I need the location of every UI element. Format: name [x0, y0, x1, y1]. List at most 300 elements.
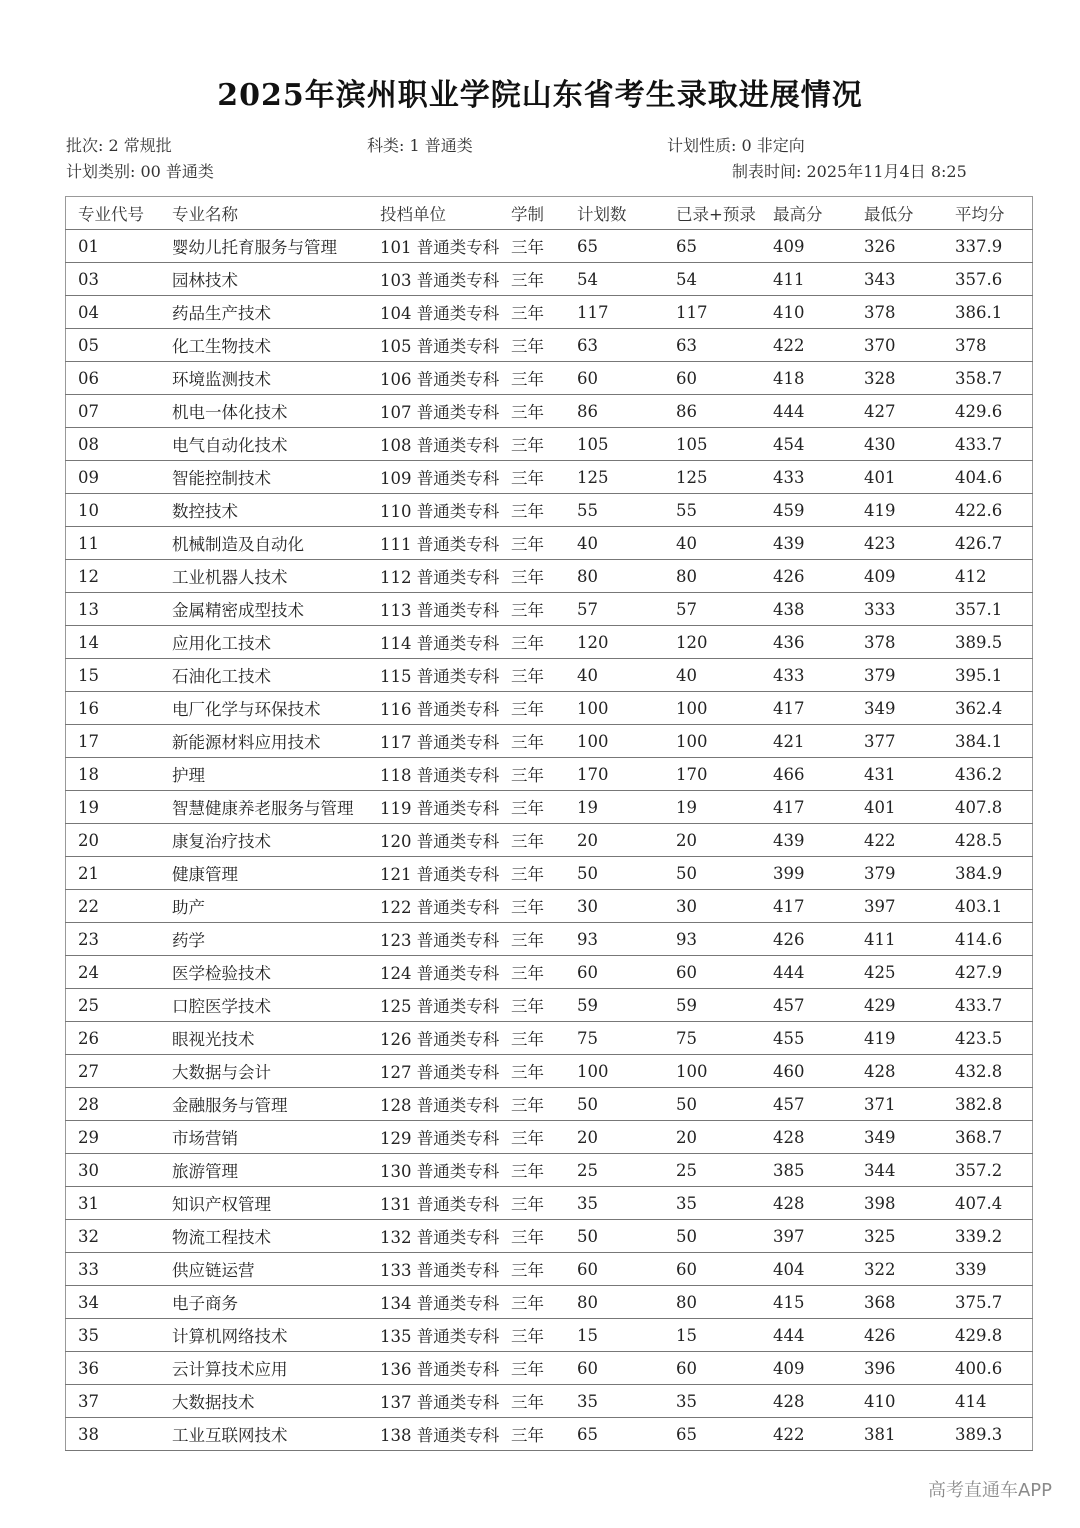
cell-min-score: 322: [864, 1253, 955, 1286]
table-row: [66, 989, 1033, 1022]
header-major-code: 专业代号: [66, 197, 173, 230]
cell-min-score: 422: [864, 824, 955, 857]
cell-min-score: 423: [864, 527, 955, 560]
cell-plan-count: 50: [577, 1220, 676, 1253]
cell-admitted: 100: [676, 692, 773, 725]
cell-major-code: 23: [66, 923, 173, 956]
cell-unit: 135 普通类专科: [380, 1319, 511, 1352]
cell-avg-score: 433.7: [955, 989, 1033, 1022]
cell-plan-count: 35: [577, 1385, 676, 1418]
cell-duration: 三年: [511, 1187, 577, 1220]
header-admitted: 已录+预录: [676, 197, 773, 230]
cell-major-name: 金融服务与管理: [172, 1088, 380, 1121]
cell-max-score: 385: [773, 1154, 864, 1187]
cell-major-name: 市场营销: [172, 1121, 380, 1154]
admission-table: [65, 196, 1033, 1451]
cell-max-score: 439: [773, 824, 864, 857]
cell-duration: 三年: [511, 626, 577, 659]
cell-plan-count: 57: [577, 593, 676, 626]
cell-max-score: 426: [773, 560, 864, 593]
table-row: [66, 296, 1033, 329]
cell-duration: 三年: [511, 923, 577, 956]
cell-duration: 三年: [511, 1352, 577, 1385]
cell-major-name: 计算机网络技术: [172, 1319, 380, 1352]
cell-admitted: 25: [676, 1154, 773, 1187]
cell-major-code: 34: [66, 1286, 173, 1319]
cell-min-score: 429: [864, 989, 955, 1022]
cell-avg-score: 368.7: [955, 1121, 1033, 1154]
cell-duration: 三年: [511, 560, 577, 593]
cell-plan-count: 63: [577, 329, 676, 362]
cell-max-score: 418: [773, 362, 864, 395]
cell-min-score: 325: [864, 1220, 955, 1253]
cell-avg-score: 375.7: [955, 1286, 1033, 1319]
cell-admitted: 170: [676, 758, 773, 791]
cell-duration: 三年: [511, 1121, 577, 1154]
header-max-score: 最高分: [773, 197, 864, 230]
table-row: [66, 692, 1033, 725]
cell-major-name: 机电一体化技术: [172, 395, 380, 428]
cell-admitted: 19: [676, 791, 773, 824]
header-duration: 学制: [511, 197, 577, 230]
cell-major-name: 石油化工技术: [172, 659, 380, 692]
cell-plan-count: 20: [577, 1121, 676, 1154]
table-row: [66, 263, 1033, 296]
cell-avg-score: 414.6: [955, 923, 1033, 956]
cell-major-name: 数控技术: [172, 494, 380, 527]
cell-major-name: 应用化工技术: [172, 626, 380, 659]
cell-avg-score: 384.1: [955, 725, 1033, 758]
cell-unit: 138 普通类专科: [380, 1418, 511, 1451]
table-header-row: [66, 197, 1033, 230]
cell-duration: 三年: [511, 296, 577, 329]
cell-admitted: 80: [676, 560, 773, 593]
cell-major-name: 机械制造及自动化: [172, 527, 380, 560]
cell-avg-score: 433.7: [955, 428, 1033, 461]
cell-major-code: 01: [66, 230, 173, 263]
table-row: [66, 1418, 1033, 1451]
cell-duration: 三年: [511, 593, 577, 626]
cell-major-name: 供应链运营: [172, 1253, 380, 1286]
cell-admitted: 100: [676, 1055, 773, 1088]
cell-unit: 116 普通类专科: [380, 692, 511, 725]
cell-admitted: 105: [676, 428, 773, 461]
cell-major-code: 37: [66, 1385, 173, 1418]
cell-max-score: 428: [773, 1385, 864, 1418]
cell-avg-score: 423.5: [955, 1022, 1033, 1055]
cell-plan-count: 100: [577, 725, 676, 758]
table-row: [66, 923, 1033, 956]
cell-min-score: 397: [864, 890, 955, 923]
table-row: [66, 230, 1033, 263]
cell-min-score: 326: [864, 230, 955, 263]
cell-unit: 112 普通类专科: [380, 560, 511, 593]
cell-duration: 三年: [511, 857, 577, 890]
cell-unit: 126 普通类专科: [380, 1022, 511, 1055]
cell-plan-count: 20: [577, 824, 676, 857]
cell-major-code: 19: [66, 791, 173, 824]
cell-major-name: 云计算技术应用: [172, 1352, 380, 1385]
cell-min-score: 378: [864, 626, 955, 659]
cell-avg-score: 358.7: [955, 362, 1033, 395]
cell-max-score: 428: [773, 1121, 864, 1154]
cell-max-score: 417: [773, 791, 864, 824]
table-row: [66, 527, 1033, 560]
cell-major-code: 12: [66, 560, 173, 593]
cell-major-code: 35: [66, 1319, 173, 1352]
cell-duration: 三年: [511, 1319, 577, 1352]
cell-unit: 121 普通类专科: [380, 857, 511, 890]
cell-admitted: 20: [676, 1121, 773, 1154]
cell-major-code: 08: [66, 428, 173, 461]
cell-major-code: 11: [66, 527, 173, 560]
cell-duration: 三年: [511, 1088, 577, 1121]
cell-plan-count: 25: [577, 1154, 676, 1187]
batch-info: 批次: 2 常规批: [66, 136, 172, 155]
cell-max-score: 457: [773, 989, 864, 1022]
cell-avg-score: 384.9: [955, 857, 1033, 890]
cell-admitted: 40: [676, 659, 773, 692]
cell-min-score: 333: [864, 593, 955, 626]
cell-admitted: 60: [676, 362, 773, 395]
cell-duration: 三年: [511, 1022, 577, 1055]
cell-plan-count: 15: [577, 1319, 676, 1352]
cell-major-code: 17: [66, 725, 173, 758]
cell-avg-score: 362.4: [955, 692, 1033, 725]
cell-major-name: 护理: [172, 758, 380, 791]
cell-plan-count: 50: [577, 857, 676, 890]
cell-min-score: 379: [864, 659, 955, 692]
cell-unit: 111 普通类专科: [380, 527, 511, 560]
cell-unit: 127 普通类专科: [380, 1055, 511, 1088]
cell-plan-count: 65: [577, 1418, 676, 1451]
cell-duration: 三年: [511, 1055, 577, 1088]
table-row: [66, 725, 1033, 758]
cell-max-score: 422: [773, 1418, 864, 1451]
cell-avg-score: 427.9: [955, 956, 1033, 989]
cell-duration: 三年: [511, 1154, 577, 1187]
cell-min-score: 427: [864, 395, 955, 428]
cell-admitted: 50: [676, 857, 773, 890]
cell-unit: 119 普通类专科: [380, 791, 511, 824]
cell-unit: 122 普通类专科: [380, 890, 511, 923]
cell-admitted: 60: [676, 1352, 773, 1385]
cell-min-score: 425: [864, 956, 955, 989]
cell-unit: 105 普通类专科: [380, 329, 511, 362]
table-row: [66, 329, 1033, 362]
cell-avg-score: 407.8: [955, 791, 1033, 824]
table-row: [66, 1220, 1033, 1253]
cell-duration: 三年: [511, 230, 577, 263]
table-row: [66, 494, 1033, 527]
cell-min-score: 398: [864, 1187, 955, 1220]
cell-admitted: 63: [676, 329, 773, 362]
cell-avg-score: 412: [955, 560, 1033, 593]
cell-plan-count: 55: [577, 494, 676, 527]
cell-avg-score: 395.1: [955, 659, 1033, 692]
header-major-name: 专业名称: [172, 197, 380, 230]
header-min-score: 最低分: [864, 197, 955, 230]
cell-plan-count: 60: [577, 1352, 676, 1385]
table-row: [66, 1286, 1033, 1319]
cell-major-name: 康复治疗技术: [172, 824, 380, 857]
cell-major-name: 工业互联网技术: [172, 1418, 380, 1451]
cell-max-score: 444: [773, 1319, 864, 1352]
cell-major-code: 32: [66, 1220, 173, 1253]
cell-major-code: 10: [66, 494, 173, 527]
cell-avg-score: 414: [955, 1385, 1033, 1418]
cell-major-name: 园林技术: [172, 263, 380, 296]
cell-max-score: 460: [773, 1055, 864, 1088]
cell-plan-count: 105: [577, 428, 676, 461]
table-row: [66, 1187, 1033, 1220]
cell-major-code: 04: [66, 296, 173, 329]
table-row: [66, 461, 1033, 494]
cell-max-score: 417: [773, 692, 864, 725]
cell-min-score: 343: [864, 263, 955, 296]
cell-admitted: 93: [676, 923, 773, 956]
cell-unit: 106 普通类专科: [380, 362, 511, 395]
cell-major-code: 29: [66, 1121, 173, 1154]
cell-admitted: 60: [676, 956, 773, 989]
cell-max-score: 417: [773, 890, 864, 923]
cell-max-score: 428: [773, 1187, 864, 1220]
cell-plan-count: 19: [577, 791, 676, 824]
cell-plan-count: 60: [577, 956, 676, 989]
cell-unit: 130 普通类专科: [380, 1154, 511, 1187]
cell-max-score: 433: [773, 461, 864, 494]
cell-major-name: 助产: [172, 890, 380, 923]
header-plan-count: 计划数: [577, 197, 676, 230]
cell-major-name: 智能控制技术: [172, 461, 380, 494]
cell-min-score: 409: [864, 560, 955, 593]
cell-admitted: 100: [676, 725, 773, 758]
cell-max-score: 426: [773, 923, 864, 956]
cell-unit: 110 普通类专科: [380, 494, 511, 527]
cell-avg-score: 426.7: [955, 527, 1033, 560]
cell-plan-count: 35: [577, 1187, 676, 1220]
cell-admitted: 35: [676, 1385, 773, 1418]
cell-major-name: 药学: [172, 923, 380, 956]
cell-major-name: 眼视光技术: [172, 1022, 380, 1055]
cell-major-code: 21: [66, 857, 173, 890]
cell-admitted: 59: [676, 989, 773, 1022]
cell-max-score: 438: [773, 593, 864, 626]
cell-admitted: 65: [676, 1418, 773, 1451]
cell-admitted: 120: [676, 626, 773, 659]
cell-major-code: 03: [66, 263, 173, 296]
cell-max-score: 444: [773, 395, 864, 428]
cell-avg-score: 357.2: [955, 1154, 1033, 1187]
cell-major-code: 36: [66, 1352, 173, 1385]
cell-plan-count: 100: [577, 692, 676, 725]
cell-min-score: 344: [864, 1154, 955, 1187]
cell-unit: 123 普通类专科: [380, 923, 511, 956]
cell-min-score: 371: [864, 1088, 955, 1121]
table-row: [66, 1352, 1033, 1385]
cell-duration: 三年: [511, 395, 577, 428]
cell-max-score: 466: [773, 758, 864, 791]
cell-major-name: 智慧健康养老服务与管理: [172, 791, 380, 824]
cell-major-name: 电子商务: [172, 1286, 380, 1319]
cell-major-name: 新能源材料应用技术: [172, 725, 380, 758]
cell-major-name: 物流工程技术: [172, 1220, 380, 1253]
cell-admitted: 20: [676, 824, 773, 857]
plan-type-info: 计划类别: 00 普通类: [66, 162, 214, 181]
cell-unit: 129 普通类专科: [380, 1121, 511, 1154]
cell-duration: 三年: [511, 758, 577, 791]
cell-plan-count: 40: [577, 659, 676, 692]
cell-major-name: 大数据技术: [172, 1385, 380, 1418]
cell-unit: 113 普通类专科: [380, 593, 511, 626]
cell-major-code: 20: [66, 824, 173, 857]
cell-min-score: 378: [864, 296, 955, 329]
cell-unit: 134 普通类专科: [380, 1286, 511, 1319]
cell-avg-score: 429.8: [955, 1319, 1033, 1352]
cell-major-name: 金属精密成型技术: [172, 593, 380, 626]
cell-duration: 三年: [511, 725, 577, 758]
cell-min-score: 349: [864, 1121, 955, 1154]
cell-plan-count: 93: [577, 923, 676, 956]
cell-plan-count: 60: [577, 1253, 676, 1286]
table-row: [66, 362, 1033, 395]
cell-unit: 133 普通类专科: [380, 1253, 511, 1286]
cell-admitted: 50: [676, 1220, 773, 1253]
cell-major-name: 知识产权管理: [172, 1187, 380, 1220]
cell-avg-score: 337.9: [955, 230, 1033, 263]
cell-max-score: 415: [773, 1286, 864, 1319]
table-row: [66, 890, 1033, 923]
table-row: [66, 593, 1033, 626]
cell-avg-score: 407.4: [955, 1187, 1033, 1220]
cell-admitted: 80: [676, 1286, 773, 1319]
cell-avg-score: 357.1: [955, 593, 1033, 626]
cell-admitted: 30: [676, 890, 773, 923]
cell-min-score: 377: [864, 725, 955, 758]
cell-unit: 103 普通类专科: [380, 263, 511, 296]
cell-avg-score: 378: [955, 329, 1033, 362]
cell-major-name: 健康管理: [172, 857, 380, 890]
cell-major-name: 旅游管理: [172, 1154, 380, 1187]
cell-major-code: 05: [66, 329, 173, 362]
cell-unit: 107 普通类专科: [380, 395, 511, 428]
cell-admitted: 86: [676, 395, 773, 428]
cell-unit: 118 普通类专科: [380, 758, 511, 791]
cell-admitted: 65: [676, 230, 773, 263]
cell-major-code: 27: [66, 1055, 173, 1088]
cell-duration: 三年: [511, 329, 577, 362]
cell-avg-score: 432.8: [955, 1055, 1033, 1088]
cell-major-name: 环境监测技术: [172, 362, 380, 395]
table-row: [66, 1154, 1033, 1187]
table-time-info: 制表时间: 2025年11月4日 8:25: [732, 162, 967, 181]
cell-min-score: 368: [864, 1286, 955, 1319]
cell-admitted: 60: [676, 1253, 773, 1286]
cell-major-name: 药品生产技术: [172, 296, 380, 329]
cell-major-code: 30: [66, 1154, 173, 1187]
cell-unit: 124 普通类专科: [380, 956, 511, 989]
cell-avg-score: 400.6: [955, 1352, 1033, 1385]
cell-major-code: 09: [66, 461, 173, 494]
cell-min-score: 431: [864, 758, 955, 791]
cell-unit: 125 普通类专科: [380, 989, 511, 1022]
cell-major-code: 13: [66, 593, 173, 626]
cell-avg-score: 389.3: [955, 1418, 1033, 1451]
cell-unit: 114 普通类专科: [380, 626, 511, 659]
cell-avg-score: 389.5: [955, 626, 1033, 659]
cell-min-score: 410: [864, 1385, 955, 1418]
cell-max-score: 409: [773, 230, 864, 263]
cell-avg-score: 386.1: [955, 296, 1033, 329]
cell-unit: 109 普通类专科: [380, 461, 511, 494]
cell-avg-score: 357.6: [955, 263, 1033, 296]
cell-major-code: 07: [66, 395, 173, 428]
table-row: [66, 758, 1033, 791]
cell-major-name: 婴幼儿托育服务与管理: [172, 230, 380, 263]
cell-duration: 三年: [511, 1418, 577, 1451]
cell-plan-count: 125: [577, 461, 676, 494]
cell-major-name: 化工生物技术: [172, 329, 380, 362]
cell-plan-count: 50: [577, 1088, 676, 1121]
cell-unit: 115 普通类专科: [380, 659, 511, 692]
cell-duration: 三年: [511, 989, 577, 1022]
cell-duration: 三年: [511, 461, 577, 494]
cell-min-score: 426: [864, 1319, 955, 1352]
cell-unit: 131 普通类专科: [380, 1187, 511, 1220]
cell-major-name: 工业机器人技术: [172, 560, 380, 593]
header-avg-score: 平均分: [955, 197, 1033, 230]
cell-avg-score: 404.6: [955, 461, 1033, 494]
cell-plan-count: 117: [577, 296, 676, 329]
cell-plan-count: 59: [577, 989, 676, 1022]
cell-avg-score: 339: [955, 1253, 1033, 1286]
cell-unit: 120 普通类专科: [380, 824, 511, 857]
cell-min-score: 401: [864, 791, 955, 824]
table-row: [66, 1121, 1033, 1154]
cell-admitted: 15: [676, 1319, 773, 1352]
cell-max-score: 409: [773, 1352, 864, 1385]
cell-duration: 三年: [511, 824, 577, 857]
cell-admitted: 57: [676, 593, 773, 626]
cell-max-score: 433: [773, 659, 864, 692]
cell-admitted: 55: [676, 494, 773, 527]
cell-major-code: 38: [66, 1418, 173, 1451]
table-row: [66, 791, 1033, 824]
cell-major-code: 16: [66, 692, 173, 725]
cell-min-score: 381: [864, 1418, 955, 1451]
cell-duration: 三年: [511, 692, 577, 725]
table-row: [66, 1088, 1033, 1121]
table-body: [66, 230, 1033, 1451]
header-unit: 投档单位: [380, 197, 511, 230]
cell-admitted: 117: [676, 296, 773, 329]
cell-duration: 三年: [511, 1220, 577, 1253]
table-row: [66, 1253, 1033, 1286]
cell-max-score: 399: [773, 857, 864, 890]
cell-duration: 三年: [511, 263, 577, 296]
cell-max-score: 457: [773, 1088, 864, 1121]
cell-avg-score: 382.8: [955, 1088, 1033, 1121]
cell-plan-count: 170: [577, 758, 676, 791]
cell-major-name: 电厂化学与环保技术: [172, 692, 380, 725]
table-row: [66, 395, 1033, 428]
cell-avg-score: 339.2: [955, 1220, 1033, 1253]
watermark: 高考直通车APP: [927, 1480, 1052, 1501]
cell-max-score: 455: [773, 1022, 864, 1055]
cell-major-code: 15: [66, 659, 173, 692]
cell-duration: 三年: [511, 527, 577, 560]
cell-major-code: 24: [66, 956, 173, 989]
